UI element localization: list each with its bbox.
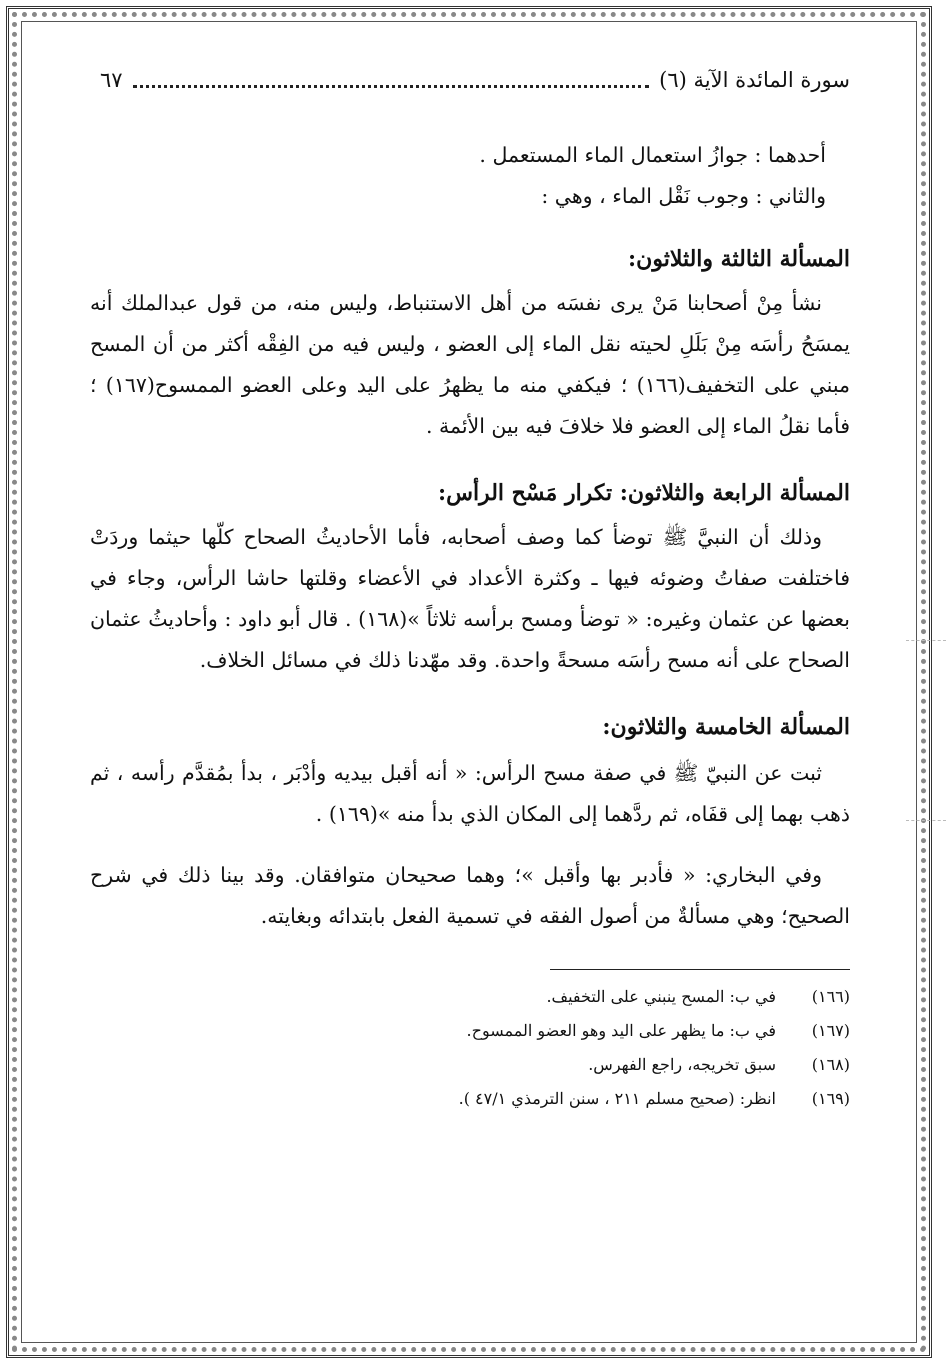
header-leader-dots [133, 73, 650, 88]
page-content [90, 55, 850, 1116]
section-heading: المسألة الرابعة والثلاثون: تكرار مَسْح الرأس: [437, 480, 850, 506]
intro-line: والثاني : وجوب نَقْل الماء ، وهي : [541, 184, 826, 208]
footnote-rule [550, 969, 850, 970]
header-title: سورة المائدة الآية (٦) [659, 68, 850, 92]
edge-mark [906, 820, 946, 821]
footnote [90, 1082, 850, 1116]
edge-mark [906, 640, 946, 641]
footnote-text: في ب: ما يظهر على اليد وهو العضو الممسوح. [466, 1021, 776, 1040]
section-paragraph: وذلك أن النبيَّ ﷺ توضأ كما وصف أصحابه، فأما الأحاديثُ الصحاح كلّها حيثما وردَتْ فاختلفت صفاتُ وضوئه فيها ـ وكثرة الأعداد في الأعضاء وقلتها حاشا الرأس، وجاء في بعضها عن عثمان وغيره: « توضأ ومسح برأسه ثلاثاً »(١٦٨) . قال أبو داود : وأحاديثُ عثمان الصحاح على أنه مسح رأسَه مسحةً واحدة. وقد مهّدنا ذلك في مسائل الخلاف. [90, 525, 851, 672]
page-number: ٦٧ [100, 68, 123, 92]
footnote-number: (١٦٩) [811, 1089, 850, 1108]
footnote [90, 1014, 850, 1048]
footnote [90, 1048, 850, 1082]
footnote-number: (١٦٦) [811, 987, 850, 1006]
footnote-text: سبق تخريجه، راجع الفهرس. [588, 1055, 776, 1074]
section-heading: المسألة الثالثة والثلاثون: [628, 246, 850, 272]
footnote-text: في ب: المسح ينبني على التخفيف. [546, 987, 776, 1006]
section-paragraph: ثبت عن النبيّ ﷺ في صفة مسح الرأس: « أنه أقبل بيديه وأدْبَر ، بدأ بمُقدَّم رأسه ، ثم ذهب بهما إلى قفَاه، ثم ردَّهما إلى المكان الذي بدأ منه »(١٦٩) . [90, 761, 850, 826]
section-heading: المسألة الخامسة والثلاثون: [602, 714, 850, 740]
intro-line: أحدهما : جوازُ استعمال الماء المستعمل . [479, 143, 826, 167]
footnote [90, 980, 850, 1014]
footnote-number: (١٦٨) [811, 1055, 850, 1074]
running-header [90, 55, 850, 105]
footnote-number: (١٦٧) [811, 1021, 850, 1040]
footnote-text: انظر: (صحيح مسلم ٢١١ ، سنن الترمذي ٤٧/١ ). [458, 1089, 776, 1108]
section-paragraph: وفي البخاري: « فأدبر بها وأقبل »؛ وهما صحيحان متوافقان. وقد بينا ذلك في شرح الصحيح؛ وهي مسألةٌ من أصول الفقه في تسمية الفعل بابتدائه وبغايته. [90, 863, 850, 928]
section-paragraph: نشأ مِنْ أصحابنا مَنْ يرى نفسَه من أهل الاستنباط، وليس منه، من قول عبدالملك أنه يمسَحُ رأسَه مِنْ بَلَلِ لحيته نقل الماء إلى العضو ، وليس فيه من الفِقْه أكثر من أن المسح مبني على التخفيف(١٦٦) ؛ فيكفي منه ما يظهرُ على اليد وعلى العضو الممسوح(١٦٧) ؛ فأما نقلُ الماء إلى العضو فلا خلافَ فيه بين الأئمة . [90, 291, 850, 438]
